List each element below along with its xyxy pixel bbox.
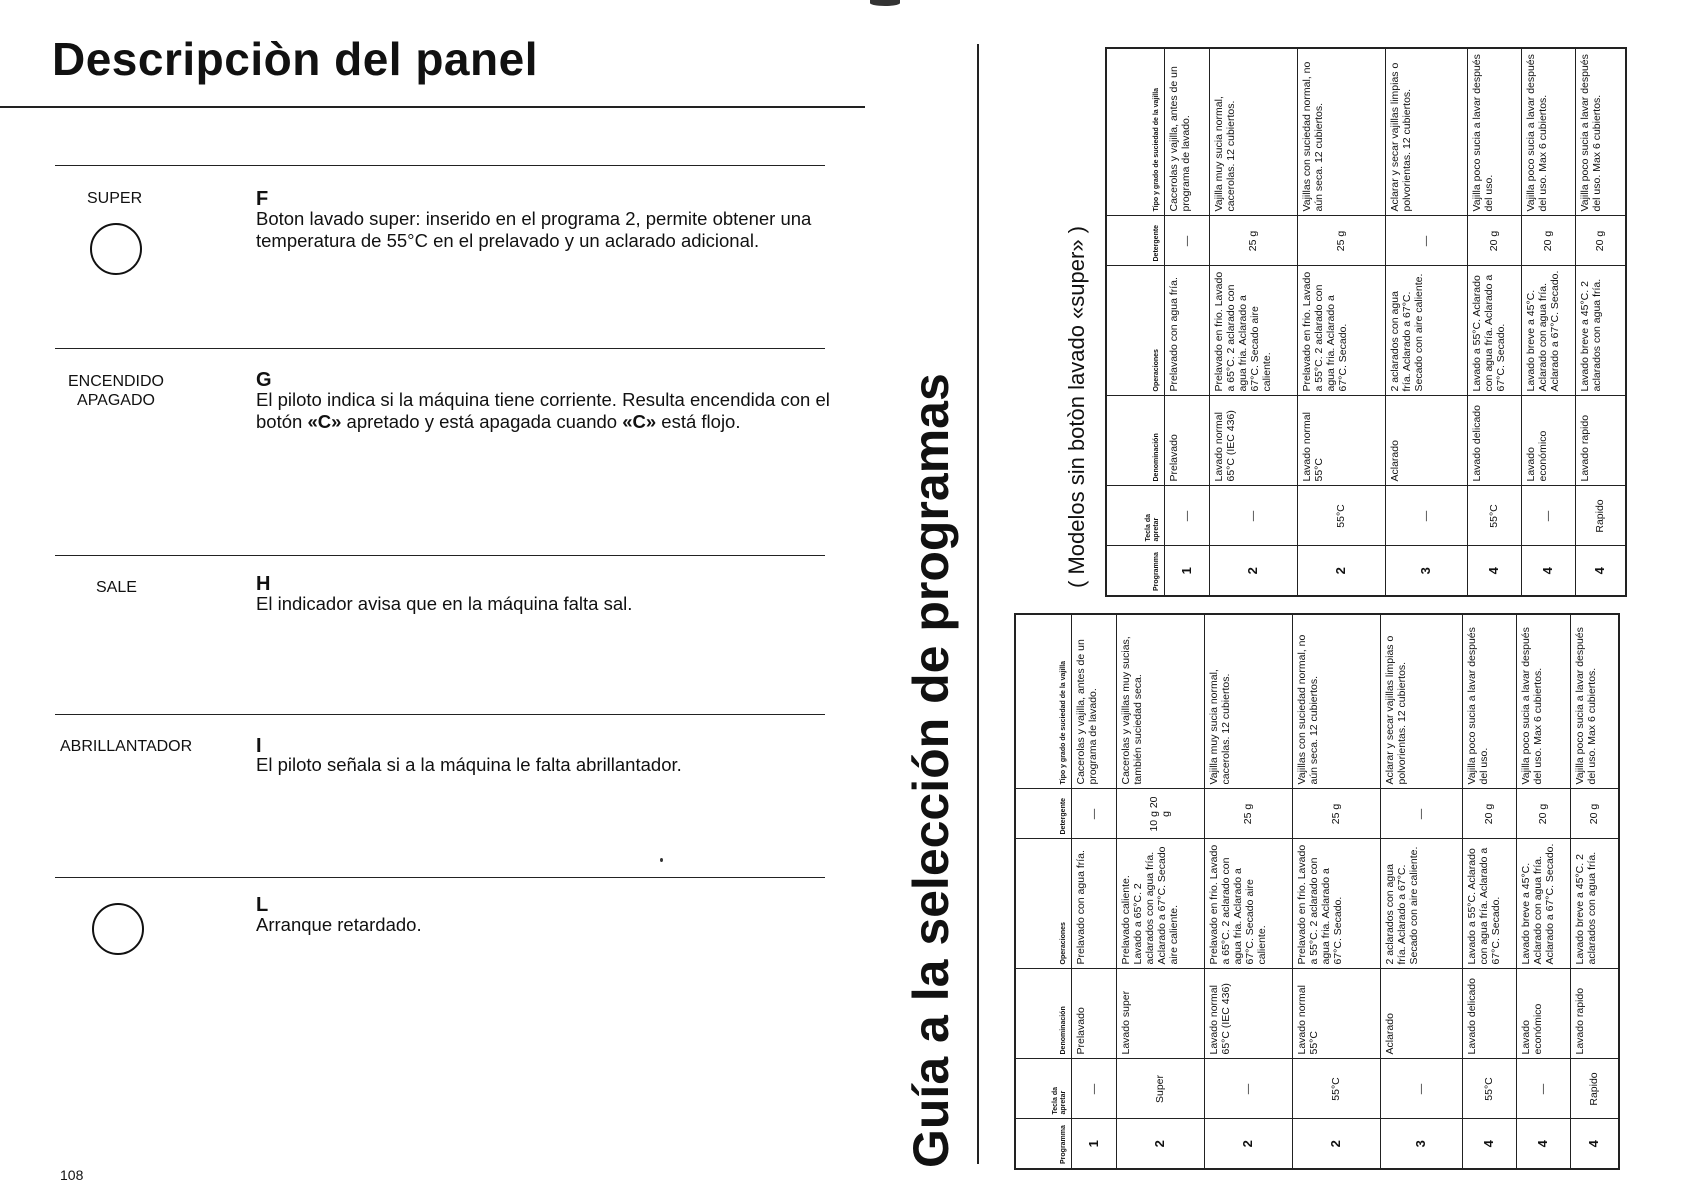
cell-operaciones: Prelavado en frio. Lavado a 55°C. 2 aclarado con agua fria. Aclarado a 67°C. Secado. (1297, 266, 1385, 396)
table-row (1204, 614, 1292, 1169)
section-divider (55, 714, 825, 715)
cell-tipo: Vajilla poco sucia a lavar después del uso. (1467, 48, 1521, 216)
program-table-main (1014, 613, 1620, 1170)
cell-programa: 2 (1209, 546, 1297, 596)
cell-programa: 2 (1297, 546, 1385, 596)
cell-programa: 2 (1292, 1119, 1380, 1169)
header-detergente: Detergente (1015, 789, 1071, 839)
cell-detergente: 25 g (1209, 216, 1297, 266)
cell-programa: 2 (1204, 1119, 1292, 1169)
cell-denominacion: Lavado rapido (1570, 969, 1619, 1059)
cell-detergente: — (1380, 789, 1462, 839)
page-number: 108 (60, 1167, 84, 1183)
cell-operaciones: 2 aclarados con agua fría. Aclarado a 67°C. Secado con aire caliente. (1385, 266, 1467, 396)
section-letter: H (256, 573, 271, 595)
guide-title: Guía a la selección de programas (903, 373, 959, 1168)
cell-tipo: Vajillas con suciedad normal, no aún seca. 12 cubiertos. (1292, 614, 1380, 789)
cell-tipo: Vajilla poco sucia a lavar después del uso. Max 6 cubiertos. (1516, 614, 1570, 789)
table-row (1467, 48, 1521, 596)
cell-tecla: — (1071, 1059, 1116, 1119)
cell-programa: 4 (1516, 1119, 1570, 1169)
description-text: apretado y está apagada cuando (341, 411, 623, 432)
cell-programa: 2 (1116, 1119, 1204, 1169)
header-denominacion: Denominación (1106, 396, 1164, 486)
cell-tecla: 55°C (1292, 1059, 1380, 1119)
cell-denominacion: Lavado normal 55°C (1292, 969, 1380, 1059)
cell-programa: 4 (1575, 546, 1626, 596)
scan-speck (660, 858, 663, 862)
cell-detergente: 10 g 20 g (1116, 789, 1204, 839)
cell-tipo: Vajilla poco sucia a lavar después del uso. Max 6 cubiertos. (1570, 614, 1619, 789)
section-description: El indicador avisa que en la máquina falta sal. (256, 593, 633, 614)
section-letter: G (256, 369, 272, 391)
header-tecla: Tecla da apretar (1015, 1059, 1071, 1119)
cell-operaciones: Lavado a 55°C. Aclarado con agua fría. Aclarado a 67°C. Secado. (1462, 839, 1516, 969)
cell-denominacion: Lavado super (1116, 969, 1204, 1059)
section-label-sale: SALE (96, 579, 137, 596)
header-tecla: Tecla da apretar (1106, 486, 1164, 546)
cell-programa: 3 (1380, 1119, 1462, 1169)
description-text: está flojo. (656, 411, 741, 432)
cell-detergente: 20 g (1521, 216, 1575, 266)
cell-denominacion: Lavado económico (1516, 969, 1570, 1059)
description-text: El piloto indica si la máquina tiene corriente. Resulta encendida con el botón (256, 389, 830, 432)
cell-programa: 4 (1467, 546, 1521, 596)
cell-denominacion: Aclarado (1385, 396, 1467, 486)
delay-start-button-icon (92, 903, 144, 955)
section-label-abrillantador: ABRILLANTADOR (60, 738, 193, 755)
header-tipo: Tipo y grado de suciedad de la vajilla (1106, 48, 1164, 216)
cell-tecla: 55°C (1467, 486, 1521, 546)
cell-tecla: — (1516, 1059, 1570, 1119)
section-letter: F (256, 188, 269, 210)
cell-operaciones: Prelavado en frio. Lavado a 55°C. 2 aclarado con agua fria. Aclarado a 67°C. Secado. (1292, 839, 1380, 969)
section-letter: I (256, 735, 262, 757)
cell-tipo: Vajilla poco sucia a lavar después del uso. Max 6 cubiertos. (1575, 48, 1626, 216)
cell-tipo: Cacerolas y vajillas muy sucias, también suciedad seca. (1116, 614, 1204, 789)
cell-operaciones: Lavado breve a 45°C. Aclarado con agua fría. Aclarado a 67°C. Secado. (1516, 839, 1570, 969)
cell-tecla: — (1521, 486, 1575, 546)
scan-mark (870, 0, 900, 6)
cell-tecla: Super (1116, 1059, 1204, 1119)
program-table-main-container (1014, 613, 1620, 1170)
table-row (1462, 614, 1516, 1169)
cell-programa: 4 (1570, 1119, 1619, 1169)
section-divider (55, 165, 825, 166)
cell-operaciones: Lavado breve a 45°C. 2 aclarados con agua fría. (1575, 266, 1626, 396)
cell-programa: 1 (1071, 1119, 1116, 1169)
cell-denominacion: Lavado rapido (1575, 396, 1626, 486)
table-row (1385, 48, 1467, 596)
cell-operaciones: Prelavado en frio. Lavado a 65°C. 2 aclarado con agua fria. Aclarado a 67°C. Secado aire caliente. (1209, 266, 1297, 396)
table-row (1297, 48, 1385, 596)
cell-tipo: Vajilla muy sucia normal, cacerolas. 12 cubiertos. (1204, 614, 1292, 789)
cell-operaciones: Prelavado con agua fría. (1164, 266, 1209, 396)
cell-tecla: 55°C (1297, 486, 1385, 546)
cell-operaciones: Lavado breve a 45°C. Aclarado con agua fría. Aclarado a 67°C. Secado. (1521, 266, 1575, 396)
cell-tipo: Vajillas con suciedad normal, no aún seca. 12 cubiertos. (1297, 48, 1385, 216)
cell-detergente: 20 g (1467, 216, 1521, 266)
key-reference: «C» (622, 411, 657, 432)
section-description: Arranque retardado. (256, 914, 422, 935)
cell-denominacion: Lavado delicado (1462, 969, 1516, 1059)
cell-tecla: — (1164, 486, 1209, 546)
cell-detergente: — (1164, 216, 1209, 266)
cell-operaciones: Lavado breve a 45°C. 2 aclarados con agua fría. (1570, 839, 1619, 969)
super-button-icon (90, 223, 142, 275)
header-denominacion: Denominación (1015, 969, 1071, 1059)
models-note-container (1064, 226, 1090, 588)
cell-tipo: Vajilla poco sucia a lavar después del uso. Max 6 cubiertos. (1521, 48, 1575, 216)
cell-denominacion: Lavado delicado (1467, 396, 1521, 486)
table-row (1516, 614, 1570, 1169)
table-row (1292, 614, 1380, 1169)
title-underline (0, 106, 865, 108)
cell-tipo: Cacerolas y vajilla, antes de un programa de lavado. (1071, 614, 1116, 789)
table-row (1116, 614, 1204, 1169)
cell-tipo: Aclarar y secar vajillas limpias o polvorientas. 12 cubiertos. (1380, 614, 1462, 789)
header-operaciones: Operaciones (1015, 839, 1071, 969)
cell-programa: 3 (1385, 546, 1467, 596)
cell-tipo: Cacerolas y vajilla, antes de un programa de lavado. (1164, 48, 1209, 216)
cell-tipo: Vajilla muy sucia normal, cacerolas. 12 cubiertos. (1209, 48, 1297, 216)
cell-operaciones: Prelavado en frio. Lavado a 65°C. 2 aclarado con agua fria. Aclarado a 67°C. Secado aire caliente. (1204, 839, 1292, 969)
cell-programa: 4 (1462, 1119, 1516, 1169)
header-detergente: Detergente (1106, 216, 1164, 266)
cell-tecla: — (1385, 486, 1467, 546)
cell-operaciones: 2 aclarados con agua fría. Aclarado a 67°C. Secado con aire caliente. (1380, 839, 1462, 969)
section-divider (55, 877, 825, 878)
page-divider (977, 44, 979, 1164)
models-note: ( Modelos sin botòn lavado «super» ) (1064, 226, 1089, 588)
cell-tecla: Rapido (1575, 486, 1626, 546)
header-programa: Programma (1106, 546, 1164, 596)
page-title: Descripciòn del panel (52, 33, 538, 85)
table-row (1521, 48, 1575, 596)
cell-tecla: 55°C (1462, 1059, 1516, 1119)
program-table-alt-container (1105, 47, 1627, 597)
cell-tecla: — (1204, 1059, 1292, 1119)
section-description (256, 389, 831, 433)
cell-detergente: 20 g (1570, 789, 1619, 839)
section-label-encendido (66, 372, 166, 410)
table-row (1209, 48, 1297, 596)
cell-operaciones: Prelavado caliente. Lavado a 65°C. 2 aclarados con agua fría. Aclarado a 67°C. Secado aire caliente. (1116, 839, 1204, 969)
cell-denominacion: Lavado económico (1521, 396, 1575, 486)
header-programa: Programma (1015, 1119, 1071, 1169)
label-line: APAGADO (77, 392, 155, 409)
section-description: Boton lavado super: inserido en el programa 2, permite obtener una temperatura de 55°C en el prelavado y un aclarado adicional. (256, 208, 812, 251)
cell-detergente: — (1071, 789, 1116, 839)
cell-detergente: — (1385, 216, 1467, 266)
guide-title-container (902, 373, 960, 1168)
label-line: ENCENDIDO (67, 373, 164, 390)
key-reference: «C» (307, 411, 342, 432)
cell-denominacion: Lavado normal 65°C (IEC 436) (1209, 396, 1297, 486)
table-row (1071, 614, 1116, 1169)
table-row (1570, 614, 1619, 1169)
cell-tipo: Aclarar y secar vajillas limpias o polvorientas. 12 cubiertos. (1385, 48, 1467, 216)
table-row (1164, 48, 1209, 596)
cell-tecla: Rapido (1570, 1059, 1619, 1119)
section-letter: L (256, 894, 269, 916)
cell-tecla: — (1209, 486, 1297, 546)
section-label-super: SUPER (87, 190, 143, 207)
cell-operaciones: Lavado a 55°C. Aclarado con agua fría. Aclarado a 67°C. Secado. (1467, 266, 1521, 396)
cell-programa: 4 (1521, 546, 1575, 596)
cell-detergente: 20 g (1516, 789, 1570, 839)
cell-tecla: — (1380, 1059, 1462, 1119)
section-divider (55, 555, 825, 556)
program-table-alt (1105, 47, 1627, 597)
cell-detergente: 20 g (1462, 789, 1516, 839)
section-divider (55, 348, 825, 349)
header-operaciones: Operaciones (1106, 266, 1164, 396)
cell-denominacion: Prelavado (1164, 396, 1209, 486)
cell-denominacion: Prelavado (1071, 969, 1116, 1059)
cell-operaciones: Prelavado con agua fría. (1071, 839, 1116, 969)
cell-detergente: 25 g (1204, 789, 1292, 839)
cell-detergente: 25 g (1292, 789, 1380, 839)
section-description: El piloto señala si a la máquina le falta abrillantador. (256, 754, 682, 775)
cell-denominacion: Lavado normal 65°C (IEC 436) (1204, 969, 1292, 1059)
table-row (1575, 48, 1626, 596)
cell-programa: 1 (1164, 546, 1209, 596)
cell-denominacion: Lavado normal 55°C (1297, 396, 1385, 486)
cell-denominacion: Aclarado (1380, 969, 1462, 1059)
header-tipo: Tipo y grado de suciedad de la vajilla (1015, 614, 1071, 789)
cell-detergente: 25 g (1297, 216, 1385, 266)
cell-tipo: Vajilla poco sucia a lavar después del uso. (1462, 614, 1516, 789)
table-row (1380, 614, 1462, 1169)
cell-detergente: 20 g (1575, 216, 1626, 266)
